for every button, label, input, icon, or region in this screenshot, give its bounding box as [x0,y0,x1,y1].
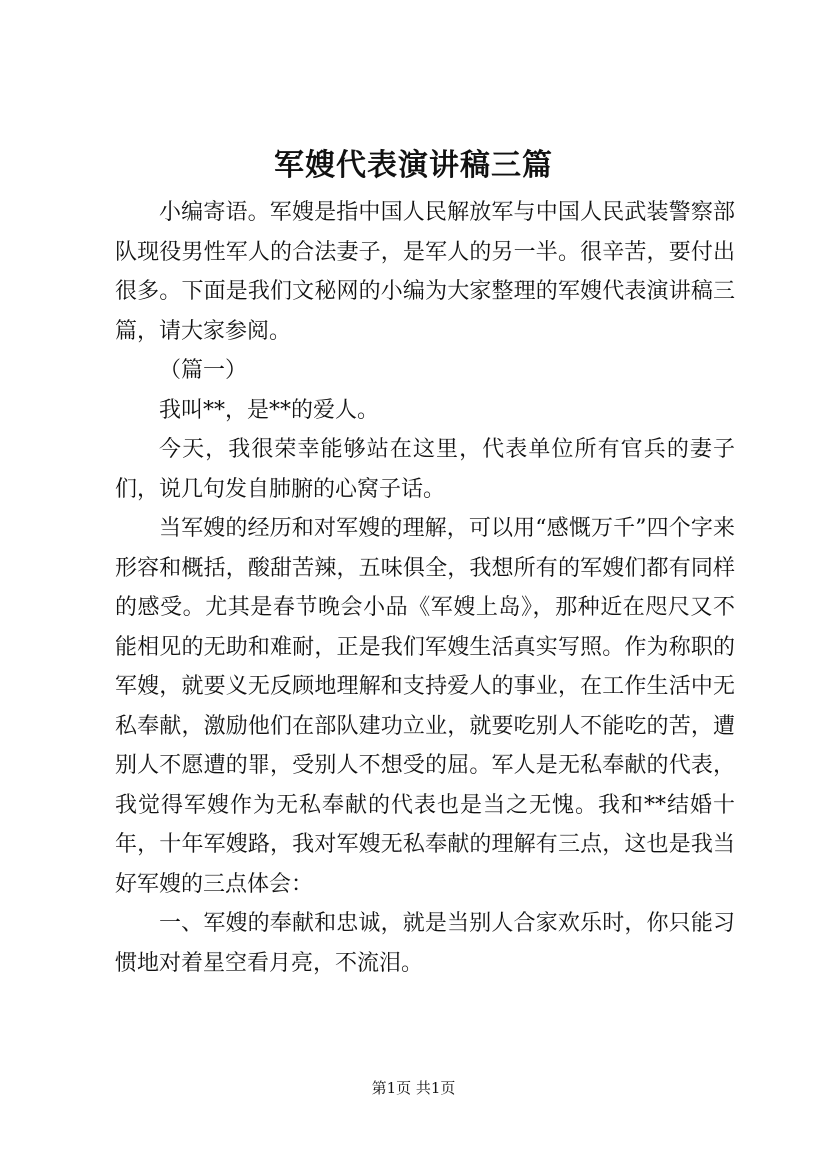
paragraph-point-one: 一、军嫂的奉献和忠诚，就是当别人合家欢乐时，你只能习惯地对着星空看月亮，不流泪。 [115,911,735,976]
page-footer: 第1页 共1页 [371,1079,456,1097]
document-body [115,193,735,983]
document-title: 军嫂代表演讲稿三篇 [274,148,553,183]
paragraph-opening: 今天，我很荣幸能够站在这里，代表单位所有官兵的妻子们，说几句发自肺腑的心窝子话。 [115,437,735,502]
paragraph-self-intro: 我叫**，是**的爱人。 [159,397,380,423]
paragraph-section-heading: （篇一） [159,358,248,383]
paragraph-main: 当军嫂的经历和对军嫂的理解，可以用“感慨万千”四个字来形容和概括，酸甜苦辣，五味俱全，我想所有的军嫂们都有同样的感受。尤其是春节晚会小品《军嫂上岛》，那种近在咫尺又不能相见的无助和难耐，正是我们军嫂生活真实写照。作为称职的军嫂，就要义无反顾地理解和支持爱人的事业，在工作生活中无私奉献，激励他们在部队建功立业，就要吃别人不能吃的苦，遭别人不愿遭的罪，受别人不想受的屈。军人是无私奉献的代表，我觉得军嫂作为无私奉献的代表也是当之无愧。我和**结婚十年，十年军嫂路，我对军嫂无私奉献的理解有三点，这也是我当好军嫂的三点体会： [115,516,735,897]
paragraph-intro: 小编寄语。军嫂是指中国人民解放军与中国人民武装警察部队现役男性军人的合法妻子，是军人的另一半。很辛苦，要付出很多。下面是我们文秘网的小编为大家整理的军嫂代表演讲稿三篇，请大家参阅。 [115,200,735,344]
